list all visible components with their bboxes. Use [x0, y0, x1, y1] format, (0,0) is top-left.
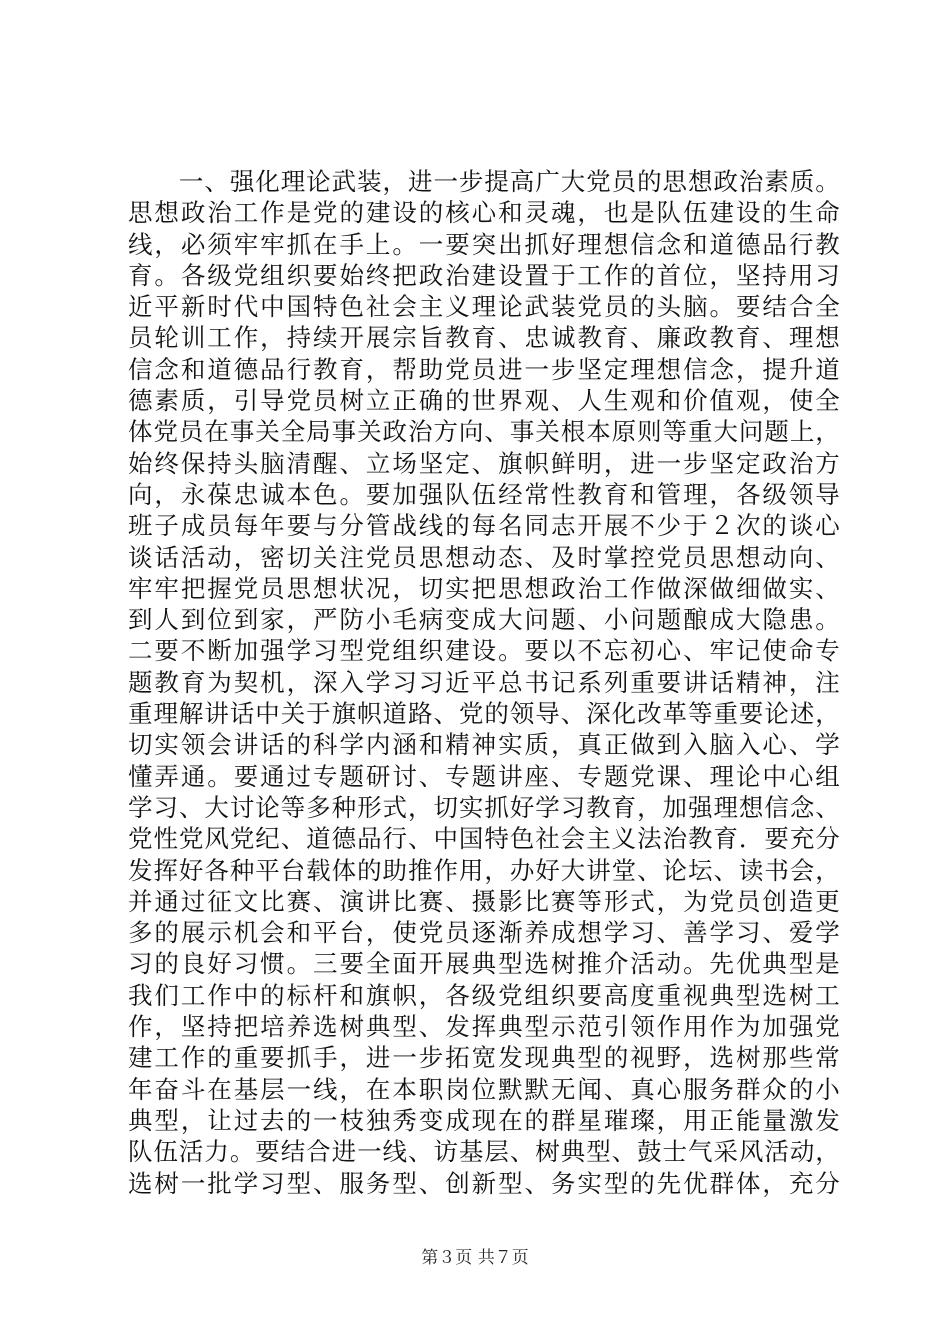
text-line: 典型，让过去的一枝独秀变成现在的群星璀璨，用正能量激发 — [128, 1105, 840, 1135]
text-line: 习的良好习惯。三要全面开展典型选树推介活动。先优典型是 — [128, 949, 840, 979]
text-line: 发挥好各种平台载体的助推作用，办好大讲堂、论坛、读书会， — [128, 855, 840, 885]
text-line: 作，坚持把培养选树典型、发挥典型示范引领作用作为加强党 — [128, 1012, 840, 1042]
text-line: 题教育为契机，深入学习习近平总书记系列重要讲话精神，注 — [128, 667, 840, 697]
text-line: 党性党风党纪、道德品行、中国特色社会主义法治教育．要充分 — [128, 824, 840, 854]
text-line: 谈话活动，密切关注党员思想动态、及时掌控党员思想动向、 — [128, 542, 840, 572]
text-line: 切实领会讲话的科学内涵和精神实质，真正做到入脑入心、学 — [128, 730, 840, 760]
text-line: 育。各级党组织要始终把政治建设置于工作的首位，坚持用习 — [128, 260, 840, 290]
text-line: 年奋斗在基层一线，在本职岗位默默无闻、真心服务群众的小 — [128, 1074, 840, 1104]
text-line: 队伍活力。要结合进一线、访基层、树典型、鼓士气采风活动， — [128, 1137, 840, 1167]
text-line: 并通过征文比赛、演讲比赛、摄影比赛等形式，为党员创造更 — [128, 886, 840, 916]
text-line: 懂弄通。要通过专题研讨、专题讲座、专题党课、理论中心组 — [128, 761, 840, 791]
text-line: 思想政治工作是党的建设的核心和灵魂，也是队伍建设的生命 — [128, 198, 840, 228]
text-line: 信念和道德品行教育，帮助党员进一步坚定理想信念，提升道 — [128, 354, 840, 384]
text-line: 德素质，引导党员树立正确的世界观、人生观和价值观，使全 — [128, 386, 840, 416]
text-line: 重理解讲话中关于旗帜道路、党的领导、深化改革等重要论述， — [128, 699, 840, 729]
text-line: 多的展示机会和平台，使党员逐渐养成想学习、善学习、爱学 — [128, 918, 840, 948]
text-line: 体党员在事关全局事关政治方向、事关根本原则等重大问题上， — [128, 417, 840, 447]
text-line: 员轮训工作，持续开展宗旨教育、忠诚教育、廉政教育、理想 — [128, 323, 840, 353]
text-line: 到人到位到家，严防小毛病变成大问题、小问题酿成大隐患。 — [128, 605, 840, 635]
text-line: 线，必须牢牢抓在手上。一要突出抓好理想信念和道德品行教 — [128, 229, 840, 259]
text-line: 近平新时代中国特色社会主义理论武装党员的头脑。要结合全 — [128, 292, 840, 322]
text-line: 建工作的重要抓手，进一步拓宽发现典型的视野，选树那些常 — [128, 1043, 840, 1073]
text-line: 班子成员每年要与分管战线的每名同志开展不少于２次的谈心 — [128, 511, 840, 541]
text-line: 二要不断加强学习型党组织建设。要以不忘初心、牢记使命专 — [128, 636, 840, 666]
text-line: 牢牢把握党员思想状况，切实把思想政治工作做深做细做实、 — [128, 573, 840, 603]
page-footer: 第３页 共７页 — [421, 1248, 529, 1268]
text-line: 学习、大讨论等多种形式，切实抓好学习教育，加强理想信念、 — [128, 792, 840, 822]
text-line: 始终保持头脑清醒、立场坚定、旗帜鲜明，进一步坚定政治方 — [128, 448, 840, 478]
body-paragraph — [128, 166, 840, 1199]
text-line: 向，永葆忠诚本色。要加强队伍经常性教育和管理，各级领导 — [128, 479, 840, 509]
text-line: 一、强化理论武装，进一步提高广大党员的思想政治素质。 — [128, 167, 840, 196]
text-line: 我们工作中的标杆和旗帜，各级党组织要高度重视典型选树工 — [128, 980, 840, 1010]
text-line: 选树一批学习型、服务型、创新型、务实型的先优群体，充分 — [128, 1168, 840, 1198]
